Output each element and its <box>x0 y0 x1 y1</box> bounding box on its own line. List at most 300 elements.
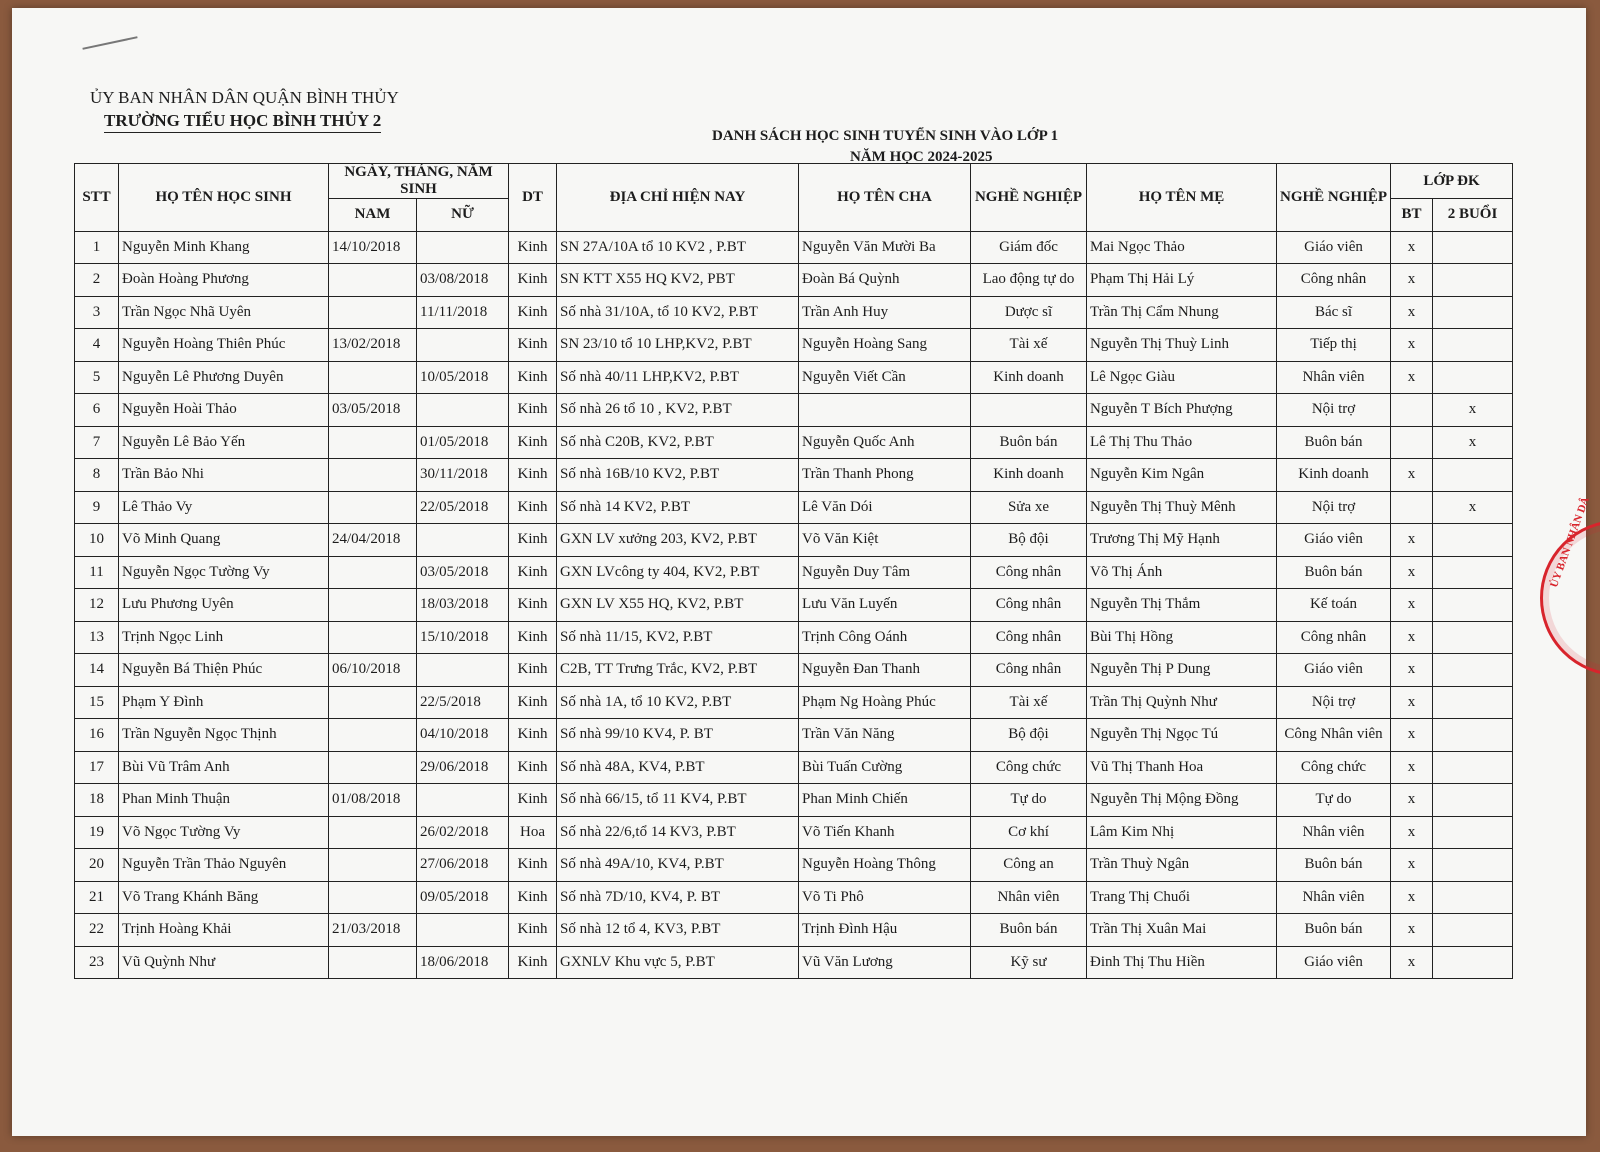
cell-mother-job: Bác sĩ <box>1277 296 1391 329</box>
cell-student-name: Đoàn Hoàng Phương <box>119 264 329 297</box>
header-mother-job: NGHỀ NGHIỆP <box>1277 164 1391 232</box>
cell-father-name: Nguyễn Đan Thanh <box>799 654 971 687</box>
cell-stt: 18 <box>75 784 119 817</box>
cell-ethnicity: Kinh <box>509 394 557 427</box>
table-row <box>75 946 1513 979</box>
table-row <box>75 459 1513 492</box>
cell-father-job: Công nhân <box>971 589 1087 622</box>
cell-ethnicity: Hoa <box>509 816 557 849</box>
cell-mother-name: Trần Thị Quỳnh Như <box>1087 686 1277 719</box>
cell-mother-job: Buôn bán <box>1277 556 1391 589</box>
cell-student-name: Nguyễn Minh Khang <box>119 231 329 264</box>
cell-stt: 12 <box>75 589 119 622</box>
cell-mother-name: Nguyễn T Bích Phượng <box>1087 394 1277 427</box>
cell-address: Số nhà 48A, KV4, P.BT <box>557 751 799 784</box>
cell-mother-name: Trần Thuỳ Ngân <box>1087 849 1277 882</box>
cell-mother-job: Tiếp thị <box>1277 329 1391 362</box>
cell-father-name: Trịnh Đình Hậu <box>799 914 971 947</box>
cell-father-job: Giám đốc <box>971 231 1087 264</box>
cell-father-name: Trịnh Công Oánh <box>799 621 971 654</box>
cell-class-bt: x <box>1391 231 1433 264</box>
cell-stt: 23 <box>75 946 119 979</box>
cell-stt: 16 <box>75 719 119 752</box>
cell-father-name: Võ Tiến Khanh <box>799 816 971 849</box>
cell-mother-job: Buôn bán <box>1277 914 1391 947</box>
cell-class-bt: x <box>1391 881 1433 914</box>
cell-mother-name: Lâm Kim Nhị <box>1087 816 1277 849</box>
cell-ethnicity: Kinh <box>509 361 557 394</box>
cell-ethnicity: Kinh <box>509 946 557 979</box>
cell-dob-female <box>417 654 509 687</box>
cell-dob-male <box>329 849 417 882</box>
cell-father-name: Võ Ti Phô <box>799 881 971 914</box>
cell-class-2buoi <box>1433 231 1513 264</box>
cell-ethnicity: Kinh <box>509 556 557 589</box>
cell-father-job: Công nhân <box>971 621 1087 654</box>
cell-class-bt: x <box>1391 784 1433 817</box>
table-row <box>75 524 1513 557</box>
student-roster-table <box>74 163 1513 979</box>
cell-mother-job: Nhân viên <box>1277 816 1391 849</box>
seal-text: ỦY BAN NHÂN DÂ <box>1548 495 1592 590</box>
cell-father-name: Bùi Tuấn Cường <box>799 751 971 784</box>
table-row <box>75 686 1513 719</box>
cell-stt: 6 <box>75 394 119 427</box>
cell-dob-female: 22/5/2018 <box>417 686 509 719</box>
table-row <box>75 654 1513 687</box>
org-line-1: ỦY BAN NHÂN DÂN QUẬN BÌNH THỦY <box>90 88 399 107</box>
cell-mother-name: Nguyễn Thị Thuỳ Linh <box>1087 329 1277 362</box>
cell-class-bt: x <box>1391 296 1433 329</box>
cell-father-job <box>971 394 1087 427</box>
table-row <box>75 849 1513 882</box>
cell-mother-job: Giáo viên <box>1277 946 1391 979</box>
cell-dob-female <box>417 524 509 557</box>
cell-class-2buoi <box>1433 329 1513 362</box>
cell-address: GXN LVcông ty 404, KV2, P.BT <box>557 556 799 589</box>
cell-father-name: Phan Minh Chiến <box>799 784 971 817</box>
cell-dob-male <box>329 751 417 784</box>
table-row <box>75 264 1513 297</box>
cell-address: Số nhà 26 tổ 10 , KV2, P.BT <box>557 394 799 427</box>
cell-class-2buoi <box>1433 751 1513 784</box>
cell-mother-name: Trương Thị Mỹ Hạnh <box>1087 524 1277 557</box>
cell-address: Số nhà 99/10 KV4, P. BT <box>557 719 799 752</box>
cell-class-bt: x <box>1391 946 1433 979</box>
cell-father-name: Trần Thanh Phong <box>799 459 971 492</box>
cell-address: Số nhà 66/15, tổ 11 KV4, P.BT <box>557 784 799 817</box>
cell-class-bt: x <box>1391 524 1433 557</box>
cell-father-name: Võ Văn Kiệt <box>799 524 971 557</box>
cell-dob-male <box>329 361 417 394</box>
cell-address: Số nhà 22/6,tổ 14 KV3, P.BT <box>557 816 799 849</box>
cell-father-job: Công nhân <box>971 654 1087 687</box>
cell-class-2buoi <box>1433 361 1513 394</box>
cell-father-name <box>799 394 971 427</box>
cell-mother-job: Giáo viên <box>1277 654 1391 687</box>
cell-ethnicity: Kinh <box>509 621 557 654</box>
cell-class-bt: x <box>1391 751 1433 784</box>
cell-dob-male <box>329 946 417 979</box>
cell-address: Số nhà 31/10A, tổ 10 KV2, P.BT <box>557 296 799 329</box>
cell-father-name: Nguyễn Hoàng Sang <box>799 329 971 362</box>
cell-father-name: Vũ Văn Lương <box>799 946 971 979</box>
table-row <box>75 719 1513 752</box>
cell-class-2buoi <box>1433 816 1513 849</box>
cell-address: SN 27A/10A tổ 10 KV2 , P.BT <box>557 231 799 264</box>
cell-mother-job: Nhân viên <box>1277 881 1391 914</box>
cell-dob-male: 21/03/2018 <box>329 914 417 947</box>
cell-class-2buoi <box>1433 524 1513 557</box>
cell-dob-female: 22/05/2018 <box>417 491 509 524</box>
cell-mother-job: Kinh doanh <box>1277 459 1391 492</box>
cell-father-job: Lao động tự do <box>971 264 1087 297</box>
cell-dob-female <box>417 914 509 947</box>
cell-address: C2B, TT Trưng Trắc, KV2, P.BT <box>557 654 799 687</box>
cell-class-2buoi: x <box>1433 426 1513 459</box>
cell-class-2buoi <box>1433 556 1513 589</box>
cell-student-name: Võ Ngọc Tường Vy <box>119 816 329 849</box>
cell-dob-male: 14/10/2018 <box>329 231 417 264</box>
cell-dob-male <box>329 719 417 752</box>
cell-stt: 7 <box>75 426 119 459</box>
cell-father-name: Phạm Ng Hoàng Phúc <box>799 686 971 719</box>
cell-mother-name: Phạm Thị Hải Lý <box>1087 264 1277 297</box>
table-row <box>75 914 1513 947</box>
cell-class-bt: x <box>1391 329 1433 362</box>
cell-father-name: Trần Anh Huy <box>799 296 971 329</box>
cell-class-2buoi: x <box>1433 491 1513 524</box>
cell-class-bt <box>1391 491 1433 524</box>
cell-ethnicity: Kinh <box>509 589 557 622</box>
cell-student-name: Trần Bảo Nhi <box>119 459 329 492</box>
cell-dob-female: 01/05/2018 <box>417 426 509 459</box>
header-address: ĐỊA CHỈ HIỆN NAY <box>557 164 799 232</box>
cell-dob-male: 01/08/2018 <box>329 784 417 817</box>
cell-father-name: Nguyễn Quốc Anh <box>799 426 971 459</box>
cell-dob-female: 18/03/2018 <box>417 589 509 622</box>
cell-mother-name: Lê Thị Thu Thảo <box>1087 426 1277 459</box>
cell-ethnicity: Kinh <box>509 914 557 947</box>
cell-class-2buoi <box>1433 621 1513 654</box>
cell-student-name: Vũ Quỳnh Như <box>119 946 329 979</box>
cell-ethnicity: Kinh <box>509 784 557 817</box>
cell-class-2buoi <box>1433 784 1513 817</box>
table-row <box>75 751 1513 784</box>
cell-class-bt: x <box>1391 686 1433 719</box>
cell-mother-job: Giáo viên <box>1277 231 1391 264</box>
table-row <box>75 621 1513 654</box>
cell-address: Số nhà 14 KV2, P.BT <box>557 491 799 524</box>
cell-class-2buoi <box>1433 719 1513 752</box>
cell-father-job: Nhân viên <box>971 881 1087 914</box>
cell-class-2buoi <box>1433 914 1513 947</box>
cell-father-name: Nguyễn Viết Cần <box>799 361 971 394</box>
cell-dob-male <box>329 296 417 329</box>
cell-dob-female: 03/08/2018 <box>417 264 509 297</box>
cell-father-job: Kinh doanh <box>971 459 1087 492</box>
cell-class-bt: x <box>1391 654 1433 687</box>
table-row <box>75 589 1513 622</box>
cell-dob-female <box>417 329 509 362</box>
header-class-reg: LỚP ĐK <box>1391 164 1513 199</box>
cell-class-bt: x <box>1391 849 1433 882</box>
cell-dob-male <box>329 264 417 297</box>
table-row <box>75 816 1513 849</box>
cell-ethnicity: Kinh <box>509 491 557 524</box>
cell-mother-name: Nguyễn Thị Thắm <box>1087 589 1277 622</box>
cell-address: Số nhà 16B/10 KV2, P.BT <box>557 459 799 492</box>
cell-mother-name: Mai Ngọc Thảo <box>1087 231 1277 264</box>
cell-stt: 22 <box>75 914 119 947</box>
cell-father-job: Kỹ sư <box>971 946 1087 979</box>
cell-father-name: Lê Văn Dói <box>799 491 971 524</box>
cell-student-name: Trần Ngọc Nhã Uyên <box>119 296 329 329</box>
cell-mother-job: Công chức <box>1277 751 1391 784</box>
staple-mark <box>82 36 137 50</box>
header-father-name: HỌ TÊN CHA <box>799 164 971 232</box>
table-row <box>75 394 1513 427</box>
cell-stt: 17 <box>75 751 119 784</box>
header-class-2buoi: 2 BUỔI <box>1433 199 1513 232</box>
cell-dob-female: 18/06/2018 <box>417 946 509 979</box>
cell-ethnicity: Kinh <box>509 654 557 687</box>
cell-father-job: Công an <box>971 849 1087 882</box>
header-dob: NGÀY, THÁNG, NĂM SINH <box>329 164 509 199</box>
cell-mother-name: Vũ Thị Thanh Hoa <box>1087 751 1277 784</box>
cell-stt: 9 <box>75 491 119 524</box>
cell-class-2buoi <box>1433 849 1513 882</box>
cell-mother-job: Nhân viên <box>1277 361 1391 394</box>
cell-dob-male <box>329 621 417 654</box>
cell-class-bt: x <box>1391 361 1433 394</box>
header-mother-name: HỌ TÊN MẸ <box>1087 164 1277 232</box>
document-subtitle: NĂM HỌC 2024-2025 <box>850 149 993 165</box>
cell-address: GXNLV Khu vực 5, P.BT <box>557 946 799 979</box>
cell-mother-name: Trần Thị Cẩm Nhung <box>1087 296 1277 329</box>
cell-stt: 3 <box>75 296 119 329</box>
cell-student-name: Nguyễn Ngọc Tường Vy <box>119 556 329 589</box>
header-ethnicity: DT <box>509 164 557 232</box>
cell-father-job: Cơ khí <box>971 816 1087 849</box>
cell-class-2buoi <box>1433 589 1513 622</box>
cell-father-job: Kinh doanh <box>971 361 1087 394</box>
cell-father-name: Trần Văn Năng <box>799 719 971 752</box>
cell-student-name: Lê Thảo Vy <box>119 491 329 524</box>
cell-dob-female: 27/06/2018 <box>417 849 509 882</box>
cell-ethnicity: Kinh <box>509 881 557 914</box>
cell-stt: 20 <box>75 849 119 882</box>
cell-class-bt: x <box>1391 621 1433 654</box>
cell-stt: 8 <box>75 459 119 492</box>
cell-student-name: Lưu Phương Uyên <box>119 589 329 622</box>
table-row <box>75 426 1513 459</box>
cell-class-bt <box>1391 426 1433 459</box>
cell-class-bt: x <box>1391 264 1433 297</box>
cell-class-bt <box>1391 394 1433 427</box>
cell-stt: 13 <box>75 621 119 654</box>
cell-dob-male: 06/10/2018 <box>329 654 417 687</box>
cell-student-name: Trịnh Hoàng Khải <box>119 914 329 947</box>
cell-father-name: Đoàn Bá Quỳnh <box>799 264 971 297</box>
cell-dob-female: 26/02/2018 <box>417 816 509 849</box>
header-stt: STT <box>75 164 119 232</box>
cell-ethnicity: Kinh <box>509 459 557 492</box>
cell-father-job: Dược sĩ <box>971 296 1087 329</box>
table-row <box>75 361 1513 394</box>
cell-stt: 10 <box>75 524 119 557</box>
cell-student-name: Nguyễn Bá Thiện Phúc <box>119 654 329 687</box>
cell-student-name: Phan Minh Thuận <box>119 784 329 817</box>
header-class-bt: BT <box>1391 199 1433 232</box>
cell-mother-name: Đinh Thị Thu Hiền <box>1087 946 1277 979</box>
cell-address: Số nhà C20B, KV2, P.BT <box>557 426 799 459</box>
cell-dob-male: 03/05/2018 <box>329 394 417 427</box>
cell-dob-male: 13/02/2018 <box>329 329 417 362</box>
cell-mother-job: Công nhân <box>1277 264 1391 297</box>
cell-ethnicity: Kinh <box>509 686 557 719</box>
cell-mother-name: Bùi Thị Hồng <box>1087 621 1277 654</box>
cell-student-name: Võ Trang Khánh Băng <box>119 881 329 914</box>
cell-stt: 2 <box>75 264 119 297</box>
cell-stt: 1 <box>75 231 119 264</box>
table-row <box>75 491 1513 524</box>
cell-ethnicity: Kinh <box>509 329 557 362</box>
cell-stt: 19 <box>75 816 119 849</box>
cell-mother-job: Tự do <box>1277 784 1391 817</box>
cell-address: Số nhà 12 tổ 4, KV3, P.BT <box>557 914 799 947</box>
cell-dob-female <box>417 784 509 817</box>
cell-dob-male <box>329 491 417 524</box>
cell-father-job: Tự do <box>971 784 1087 817</box>
table-row <box>75 329 1513 362</box>
cell-mother-name: Nguyễn Thị Ngọc Tú <box>1087 719 1277 752</box>
cell-student-name: Trần Nguyễn Ngọc Thịnh <box>119 719 329 752</box>
cell-student-name: Nguyễn Hoàng Thiên Phúc <box>119 329 329 362</box>
cell-class-2buoi <box>1433 881 1513 914</box>
cell-student-name: Nguyễn Lê Bảo Yến <box>119 426 329 459</box>
cell-father-job: Sửa xe <box>971 491 1087 524</box>
cell-class-2buoi <box>1433 654 1513 687</box>
cell-dob-female: 04/10/2018 <box>417 719 509 752</box>
cell-ethnicity: Kinh <box>509 264 557 297</box>
header-father-job: NGHỀ NGHIỆP <box>971 164 1087 232</box>
roster-body <box>75 231 1513 979</box>
cell-father-name: Nguyễn Duy Tâm <box>799 556 971 589</box>
cell-address: Số nhà 1A, tổ 10 KV2, P.BT <box>557 686 799 719</box>
header-dob-female: NỮ <box>417 199 509 232</box>
cell-ethnicity: Kinh <box>509 231 557 264</box>
cell-mother-job: Nội trợ <box>1277 686 1391 719</box>
cell-dob-female: 03/05/2018 <box>417 556 509 589</box>
table-row <box>75 231 1513 264</box>
cell-mother-job: Buôn bán <box>1277 426 1391 459</box>
cell-stt: 4 <box>75 329 119 362</box>
cell-mother-job: Kế toán <box>1277 589 1391 622</box>
org-line-2: TRƯỜNG TIỂU HỌC BÌNH THỦY 2 <box>104 111 381 133</box>
cell-class-2buoi <box>1433 296 1513 329</box>
cell-father-name: Lưu Văn Luyến <box>799 589 971 622</box>
cell-ethnicity: Kinh <box>509 426 557 459</box>
header-dob-male: NAM <box>329 199 417 232</box>
cell-dob-male <box>329 589 417 622</box>
cell-class-bt: x <box>1391 556 1433 589</box>
table-row <box>75 881 1513 914</box>
document-title: DANH SÁCH HỌC SINH TUYỂN SINH VÀO LỚP 1 <box>712 128 1059 144</box>
cell-class-2buoi <box>1433 264 1513 297</box>
cell-address: Số nhà 49A/10, KV4, P.BT <box>557 849 799 882</box>
cell-stt: 11 <box>75 556 119 589</box>
cell-mother-job: Nội trợ <box>1277 394 1391 427</box>
cell-mother-job: Công nhân <box>1277 621 1391 654</box>
cell-dob-female: 15/10/2018 <box>417 621 509 654</box>
cell-stt: 5 <box>75 361 119 394</box>
cell-dob-female: 30/11/2018 <box>417 459 509 492</box>
cell-address: Số nhà 7D/10, KV4, P. BT <box>557 881 799 914</box>
cell-father-job: Bộ đội <box>971 719 1087 752</box>
cell-father-job: Bộ đội <box>971 524 1087 557</box>
cell-dob-female <box>417 231 509 264</box>
cell-ethnicity: Kinh <box>509 524 557 557</box>
cell-address: GXN LV X55 HQ, KV2, P.BT <box>557 589 799 622</box>
cell-dob-male <box>329 556 417 589</box>
cell-class-bt: x <box>1391 816 1433 849</box>
cell-student-name: Võ Minh Quang <box>119 524 329 557</box>
cell-class-2buoi <box>1433 686 1513 719</box>
cell-dob-male <box>329 816 417 849</box>
cell-student-name: Bùi Vũ Trâm Anh <box>119 751 329 784</box>
cell-dob-male <box>329 459 417 492</box>
cell-mother-name: Nguyễn Thị Thuỳ Mênh <box>1087 491 1277 524</box>
header-student-name: HỌ TÊN HỌC SINH <box>119 164 329 232</box>
cell-student-name: Phạm Y Đình <box>119 686 329 719</box>
cell-father-name: Nguyễn Văn Mười Ba <box>799 231 971 264</box>
cell-father-name: Nguyễn Hoàng Thông <box>799 849 971 882</box>
cell-class-bt: x <box>1391 459 1433 492</box>
cell-ethnicity: Kinh <box>509 849 557 882</box>
cell-dob-female: 11/11/2018 <box>417 296 509 329</box>
cell-class-2buoi: x <box>1433 394 1513 427</box>
cell-ethnicity: Kinh <box>509 751 557 784</box>
cell-student-name: Trịnh Ngọc Linh <box>119 621 329 654</box>
cell-ethnicity: Kinh <box>509 296 557 329</box>
cell-father-job: Công chức <box>971 751 1087 784</box>
cell-dob-female <box>417 394 509 427</box>
cell-mother-job: Công Nhân viên <box>1277 719 1391 752</box>
cell-class-bt: x <box>1391 914 1433 947</box>
cell-mother-job: Buôn bán <box>1277 849 1391 882</box>
cell-stt: 15 <box>75 686 119 719</box>
cell-mother-job: Nội trợ <box>1277 491 1391 524</box>
cell-mother-job: Giáo viên <box>1277 524 1391 557</box>
cell-father-job: Công nhân <box>971 556 1087 589</box>
cell-student-name: Nguyễn Trần Thảo Nguyên <box>119 849 329 882</box>
cell-dob-male: 24/04/2018 <box>329 524 417 557</box>
cell-class-2buoi <box>1433 459 1513 492</box>
cell-address: SN 23/10 tổ 10 LHP,KV2, P.BT <box>557 329 799 362</box>
cell-dob-male <box>329 881 417 914</box>
table-row <box>75 784 1513 817</box>
cell-ethnicity: Kinh <box>509 719 557 752</box>
cell-address: SN KTT X55 HQ KV2, PBT <box>557 264 799 297</box>
cell-mother-name: Trang Thị Chuổi <box>1087 881 1277 914</box>
cell-mother-name: Nguyễn Kim Ngân <box>1087 459 1277 492</box>
table-row <box>75 556 1513 589</box>
cell-class-bt: x <box>1391 589 1433 622</box>
cell-dob-male <box>329 426 417 459</box>
cell-stt: 14 <box>75 654 119 687</box>
cell-father-job: Buôn bán <box>971 914 1087 947</box>
